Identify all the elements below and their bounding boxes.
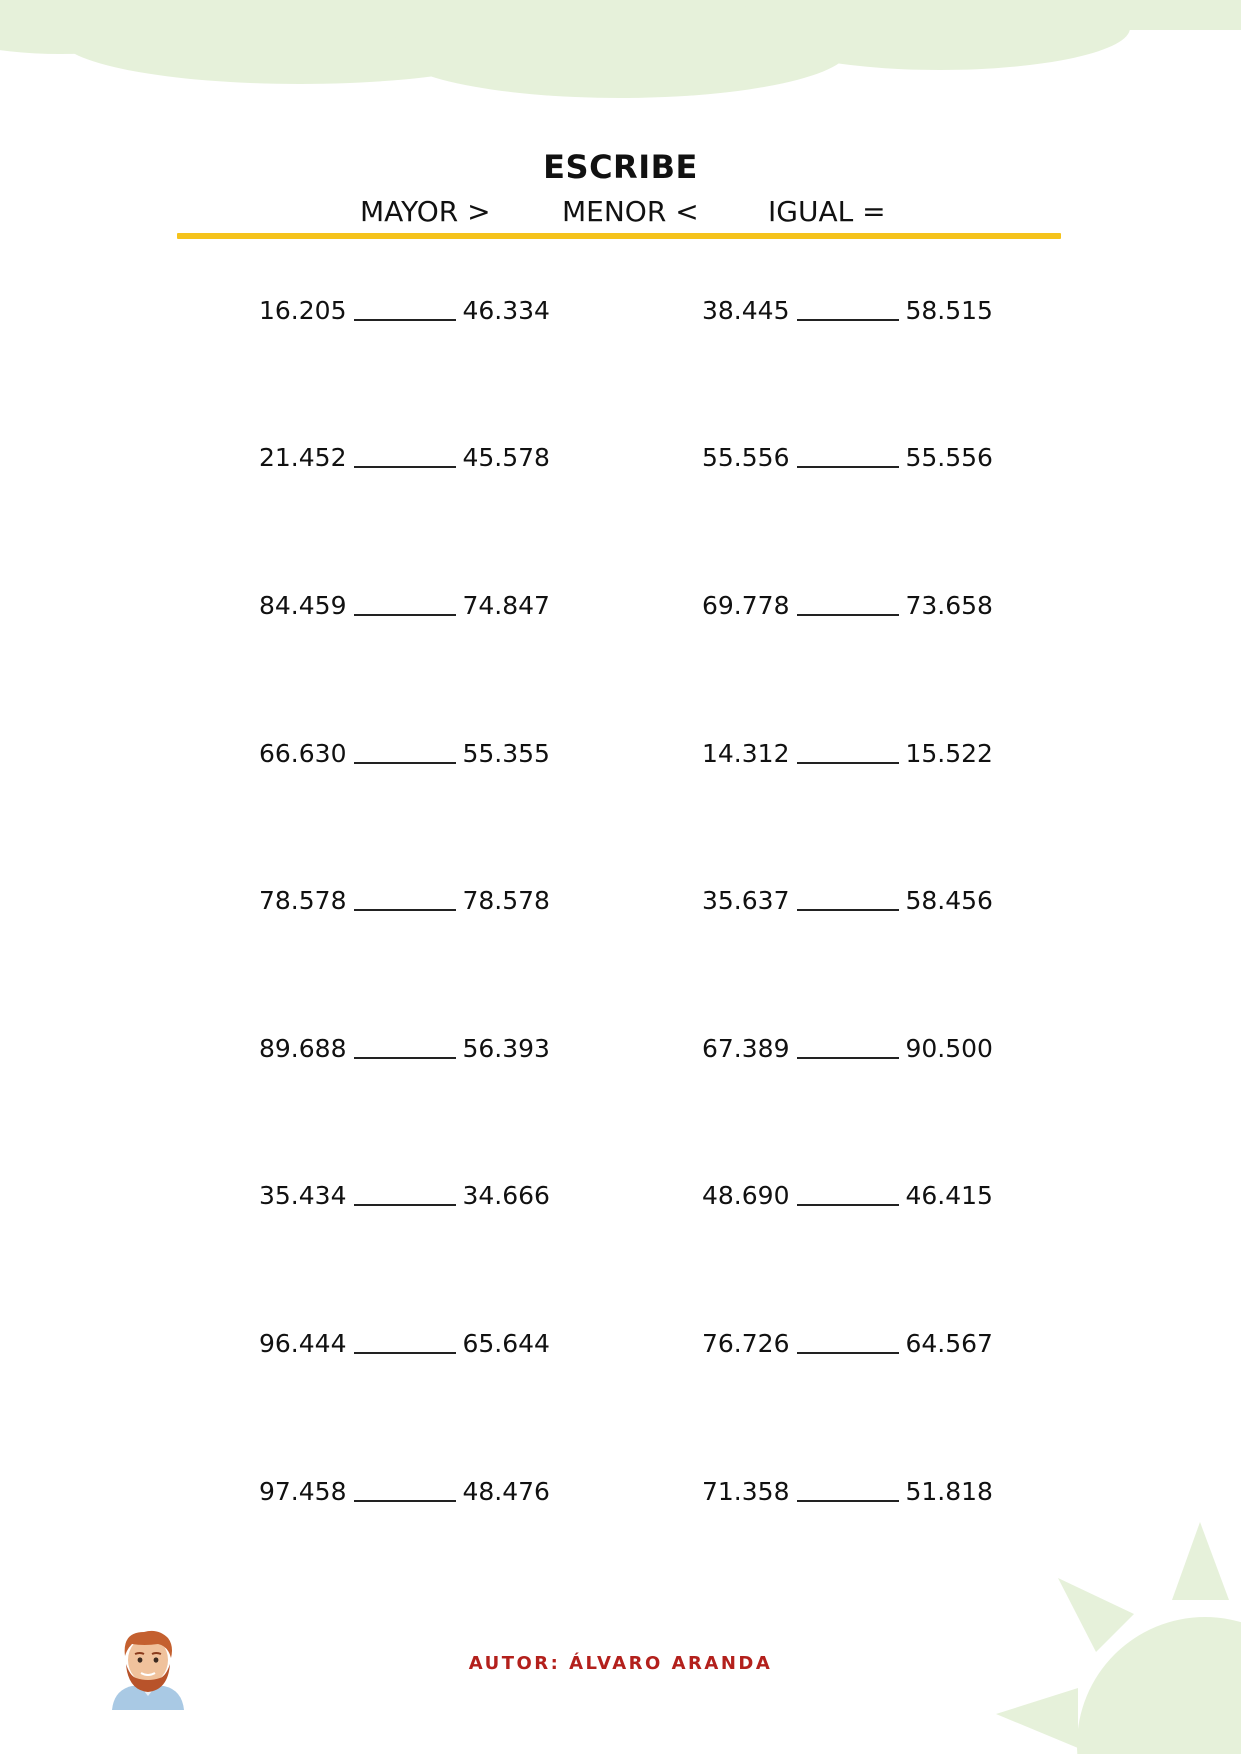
number-right: 56.393 (462, 1034, 550, 1063)
number-left: 16.205 (259, 296, 347, 325)
answer-blank[interactable] (354, 1037, 456, 1059)
number-left: 21.452 (259, 443, 347, 472)
comparison-row (259, 1181, 550, 1217)
comparison-row (259, 1477, 550, 1513)
comparison-row (702, 1329, 993, 1365)
comparison-row (702, 591, 993, 627)
comparison-row (259, 886, 550, 922)
comparison-row (702, 739, 993, 775)
number-left: 35.434 (259, 1181, 347, 1210)
number-left: 35.637 (702, 886, 790, 915)
answer-blank[interactable] (354, 1332, 456, 1354)
number-right: 55.556 (905, 443, 993, 472)
number-right: 74.847 (462, 591, 550, 620)
answer-blank[interactable] (797, 1184, 899, 1206)
answer-blank[interactable] (797, 1480, 899, 1502)
number-right: 64.567 (905, 1329, 993, 1358)
answer-blank[interactable] (354, 1480, 456, 1502)
number-right: 58.515 (905, 296, 993, 325)
number-left: 84.459 (259, 591, 347, 620)
comparison-row (702, 443, 993, 479)
comparison-row (259, 591, 550, 627)
answer-blank[interactable] (797, 1332, 899, 1354)
comparison-row (702, 1034, 993, 1070)
number-right: 55.355 (462, 739, 550, 768)
number-left: 71.358 (702, 1477, 790, 1506)
answer-blank[interactable] (797, 594, 899, 616)
legend-igual: IGUAL = (768, 195, 886, 228)
sun-decoration (996, 1522, 1241, 1754)
comparison-row (259, 296, 550, 332)
number-left: 76.726 (702, 1329, 790, 1358)
number-left: 38.445 (702, 296, 790, 325)
number-right: 78.578 (462, 886, 550, 915)
number-right: 51.818 (905, 1477, 993, 1506)
number-left: 97.458 (259, 1477, 347, 1506)
answer-blank[interactable] (354, 446, 456, 468)
legend-menor: MENOR < (562, 195, 699, 228)
number-left: 67.389 (702, 1034, 790, 1063)
number-left: 69.778 (702, 591, 790, 620)
answer-blank[interactable] (354, 742, 456, 764)
answer-blank[interactable] (797, 889, 899, 911)
comparison-row (259, 1329, 550, 1365)
number-right: 46.334 (462, 296, 550, 325)
number-right: 34.666 (462, 1181, 550, 1210)
number-left: 66.630 (259, 739, 347, 768)
answer-blank[interactable] (797, 1037, 899, 1059)
number-right: 48.476 (462, 1477, 550, 1506)
comparison-row (702, 296, 993, 332)
answer-blank[interactable] (354, 299, 456, 321)
legend-mayor: MAYOR > (360, 195, 491, 228)
answer-blank[interactable] (797, 742, 899, 764)
answer-blank[interactable] (797, 446, 899, 468)
answer-blank[interactable] (354, 889, 456, 911)
answer-blank[interactable] (797, 299, 899, 321)
cloud-decoration (0, 0, 1241, 98)
comparison-row (259, 1034, 550, 1070)
author-credit: AUTOR: ÁLVARO ARANDA (468, 1653, 773, 1674)
comparison-row (702, 1477, 993, 1513)
number-left: 48.690 (702, 1181, 790, 1210)
number-right: 58.456 (905, 886, 993, 915)
number-right: 45.578 (462, 443, 550, 472)
page-title: ESCRIBE (543, 148, 698, 186)
number-left: 78.578 (259, 886, 347, 915)
comparison-row (702, 1181, 993, 1217)
number-left: 89.688 (259, 1034, 347, 1063)
number-right: 65.644 (462, 1329, 550, 1358)
number-left: 14.312 (702, 739, 790, 768)
comparison-row (702, 886, 993, 922)
header-divider (177, 233, 1061, 239)
number-right: 73.658 (905, 591, 993, 620)
comparison-row (259, 443, 550, 479)
number-left: 96.444 (259, 1329, 347, 1358)
number-right: 15.522 (905, 739, 993, 768)
number-left: 55.556 (702, 443, 790, 472)
comparison-row (259, 739, 550, 775)
number-right: 90.500 (905, 1034, 993, 1063)
answer-blank[interactable] (354, 1184, 456, 1206)
answer-blank[interactable] (354, 594, 456, 616)
number-right: 46.415 (905, 1181, 993, 1210)
